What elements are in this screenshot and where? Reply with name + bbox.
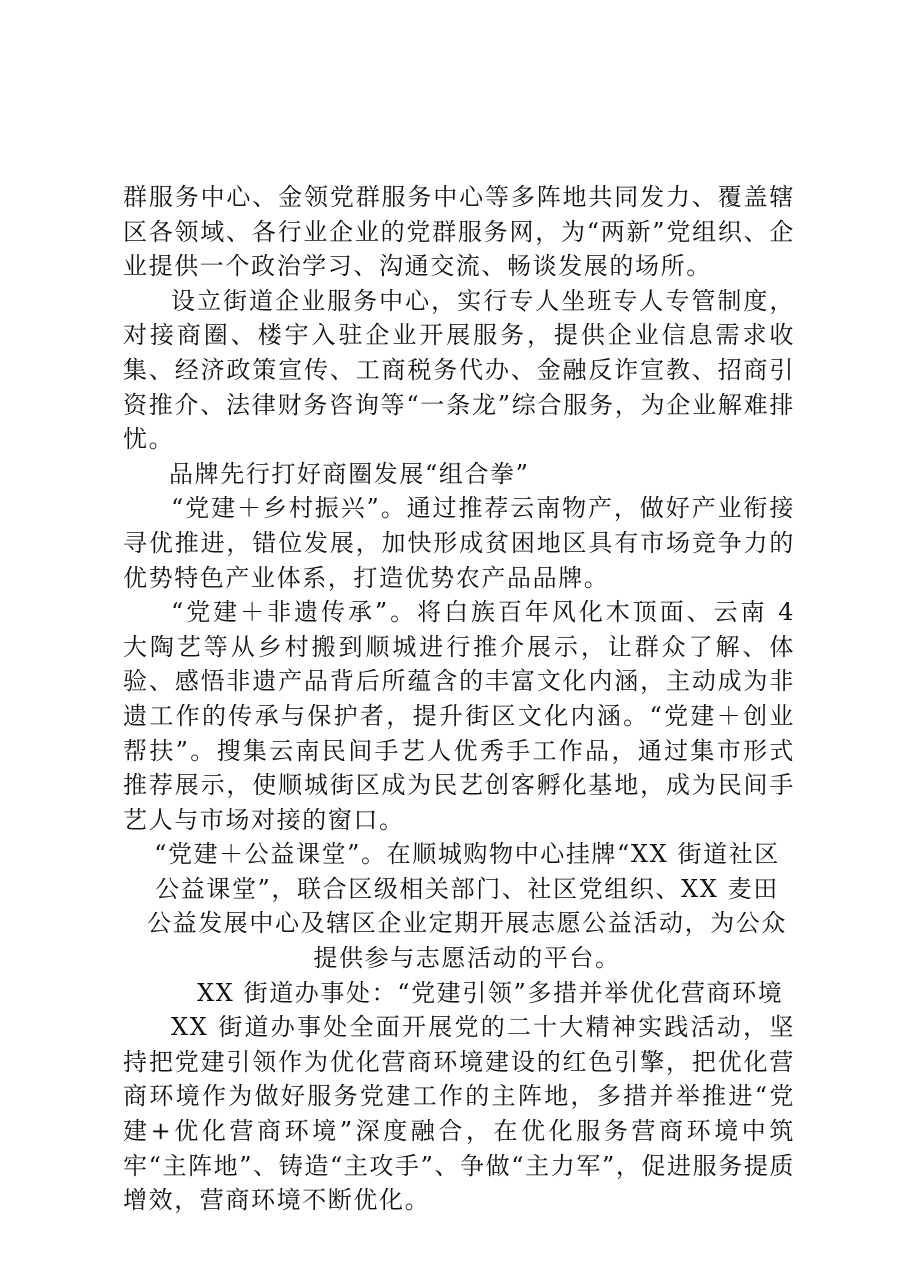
section-heading-business-environment: XX 街道办事处：“党建引领”多措并举优化营商环境 (197, 978, 784, 1007)
paragraph-enterprise-service-center: 设立街道企业服务中心，实行专人坐班专人专管制度，对接商圈、楼宇入驻企业开展服务，提供企业信息需求收集、经济政策宣传、工商税务代办、金融反诈宣教、招商引资推介、法律财务咨询等“一条龙”综合服务，为企业解难排忧。 (123, 286, 795, 454)
section-heading-brand: 品牌先行打好商圈发展“组合拳” (169, 459, 530, 488)
paragraph-intangible-heritage: “党建＋非遗传承”。将白族百年风化木顶面、云南 4 大陶艺等从乡村搬到顺城进行推介展示，让群众了解、体验、感悟非遗产品背后所蕴含的丰富文化内涵，主动成为非遗工作的传承与保护者，提升街区文化内涵。“党建＋创业帮扶”。搜集云南民间手艺人优秀手工作品，通过集市形式推荐展示，使顺城街区成为民艺创客孵化基地，成为民间手艺人与市场对接的窗口。 (123, 598, 795, 834)
paragraph-public-welfare-class: “党建＋公益课堂”。在顺城购物中心挂牌“XX 街道社区公益课堂”，联合区级相关部门、社区党组织、XX 麦田公益发展中心及辖区企业定期开展志愿公益活动，为公众提供参与志愿活动的平台。 (147, 840, 787, 973)
paragraph-street-office-practice: XX 街道办事处全面开展党的二十大精神实践活动，坚持把党建引领作为优化营商环境建设的红色引擎，把优化营商环境作为做好服务党建工作的主阵地，多措并举推进“党建+优化营商环境”深度融合，在优化服务营商环境中筑牢“主阵地”、铸造“主攻手”、争做“主力军”，促进服务提质增效，营商环境不断优化。 (123, 1013, 796, 1215)
paragraph-rural-revitalization: “党建＋乡村振兴”。通过推荐云南物产，做好产业衔接寻优推进，错位发展，加快形成贫困地区具有市场竞争力的优势特色产业体系，打造优势农产品品牌。 (123, 494, 795, 592)
document-body (123, 180, 795, 1218)
paragraph-party-service-network: 群服务中心、金领党群服务中心等多阵地共同发力、覆盖辖区各领域、各行业企业的党群服务网，为“两新”党组织、企业提供一个政治学习、沟通交流、畅谈发展的场所。 (123, 183, 795, 281)
